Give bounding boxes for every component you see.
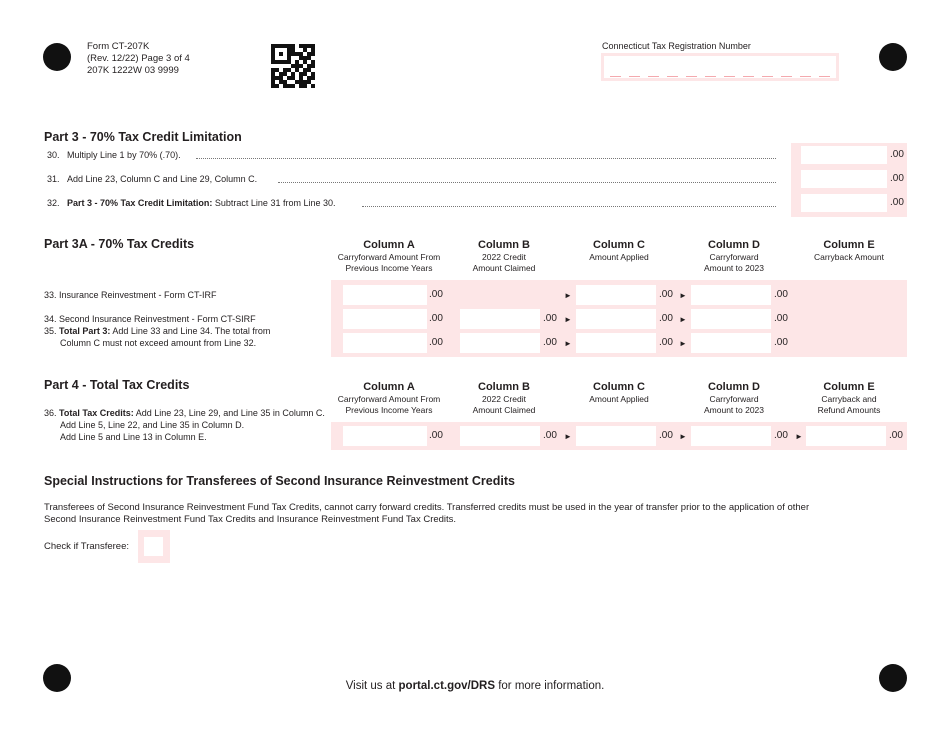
line-34-column-c-cents: .00 (659, 313, 673, 324)
line-35-column-a-input[interactable] (343, 333, 427, 353)
form-number: Form CT-207K (87, 41, 150, 52)
line-35-column-c-cents: .00 (659, 337, 673, 348)
part4-column-e-header: Column E Carryback and Refund Amounts (817, 381, 881, 415)
line-35-label: 35. Total Part 3: Add Line 33 and Line 34. The total from (44, 326, 271, 336)
registration-digit-slot (629, 76, 640, 77)
registration-digit-slot (724, 76, 735, 77)
line-31-input[interactable] (801, 170, 887, 188)
line-34-label: 34. Second Insurance Reinvestment - Form CT-SIRF (44, 314, 256, 324)
line-32-cents: .00 (890, 197, 904, 208)
line-34-column-d-input[interactable] (691, 309, 771, 329)
line-30-cents: .00 (890, 149, 904, 160)
part3a-column-c-header: Column C Amount Applied (589, 239, 649, 262)
line-36-column-d-input[interactable] (691, 426, 771, 446)
part3a-column-d-header: Column D Carryforward Amount to 2023 (703, 239, 764, 273)
registration-digit-slot (781, 76, 792, 77)
registration-mark-top-right (879, 43, 907, 71)
special-instructions-title: Special Instructions for Transferees of Second Insurance Reinvestment Credits (44, 474, 515, 488)
registration-number-label: Connecticut Tax Registration Number (602, 41, 751, 51)
line-35-column-d-cents: .00 (774, 337, 788, 348)
line-34-column-a-cents: .00 (429, 313, 443, 324)
line-33-column-a-input[interactable] (343, 285, 427, 305)
registration-digit-slot (705, 76, 716, 77)
line-31-leader (278, 182, 776, 183)
footer-text: Visit us at portal.ct.gov/DRS for more information. (345, 680, 605, 692)
line-30-input[interactable] (801, 146, 887, 164)
part3a-title: Part 3A - 70% Tax Credits (44, 237, 195, 251)
part3-title: Part 3 - 70% Tax Credit Limitation (44, 130, 242, 144)
line-34-column-c-input[interactable] (576, 309, 656, 329)
registration-digit-slot (800, 76, 811, 77)
part4-column-b-header: Column B 2022 Credit Amount Claimed (472, 381, 536, 415)
arrow-icon: ► (564, 339, 572, 348)
transferee-checkbox-label: Check if Transferee: (44, 541, 130, 552)
registration-digit-slot (648, 76, 659, 77)
line-36-column-a-input[interactable] (343, 426, 427, 446)
line-34-column-b-input[interactable] (460, 309, 540, 329)
registration-digit-slot (610, 76, 621, 77)
line-36-column-d-cents: .00 (774, 430, 788, 441)
line-35-column-d-input[interactable] (691, 333, 771, 353)
registration-digit-slot (819, 76, 830, 77)
line-36-column-b-input[interactable] (460, 426, 540, 446)
arrow-icon: ► (679, 432, 687, 441)
form-code: 207K 1222W 03 9999 (87, 65, 179, 76)
form-header (87, 41, 190, 77)
line-35-label-cont: Column C must not exceed amount from Line 32. (60, 338, 257, 348)
line-36-column-e-input[interactable] (806, 426, 886, 446)
line-36-column-c-cents: .00 (659, 430, 673, 441)
line-36-label-cont2: Add Line 5 and Line 13 in Column E. (60, 432, 207, 442)
form-revision: (Rev. 12/22) Page 3 of 4 (87, 53, 190, 64)
line-33-column-c-cents: .00 (659, 289, 673, 300)
line-34-column-a-input[interactable] (343, 309, 427, 329)
line-36-column-b-cents: .00 (543, 430, 557, 441)
line-35-column-b-cents: .00 (543, 337, 557, 348)
arrow-icon: ► (679, 315, 687, 324)
arrow-icon: ► (564, 315, 572, 324)
part3a-column-a-header: Column A Carryforward Amount From Previous Income Years (337, 239, 441, 273)
registration-mark-top-left (43, 43, 71, 71)
line-30: 30. Multiply Line 1 by 70% (.70). (47, 150, 181, 160)
line-31-cents: .00 (890, 173, 904, 184)
line-36-label: 36. Total Tax Credits: Add Line 23, Line 29, and Line 35 in Column C. (44, 408, 325, 418)
part3a-column-b-header: Column B 2022 Credit Amount Claimed (472, 239, 536, 273)
line-36-column-a-cents: .00 (429, 430, 443, 441)
line-32: 32. Part 3 - 70% Tax Credit Limitation: Subtract Line 31 from Line 30. (47, 198, 336, 208)
arrow-icon: ► (679, 339, 687, 348)
line-34-column-b-cents: .00 (543, 313, 557, 324)
qr-code (271, 44, 315, 88)
transferee-checkbox[interactable] (144, 537, 163, 556)
registration-number-input[interactable] (601, 53, 839, 81)
line-36-label-cont1: Add Line 5, Line 22, and Line 35 in Column D. (60, 420, 245, 430)
line-33-column-d-input[interactable] (691, 285, 771, 305)
part3a-column-e-header: Column E Carryback Amount (814, 239, 884, 262)
line-33-label: 33. Insurance Reinvestment - Form CT-IRF (44, 290, 217, 300)
line-33-column-a-cents: .00 (429, 289, 443, 300)
line-32-input[interactable] (801, 194, 887, 212)
special-instructions-text: Transferees of Second Insurance Reinvestment Fund Tax Credits, cannot carry forward credits. Transferred credits must be used in the year of transfer prior to the application of other Second Insurance Reinvestment Fund Tax Credits and Insurance Reinvestment Fund Tax Credits. (44, 502, 810, 525)
arrow-icon: ► (564, 291, 572, 300)
part4-column-c-header: Column C Amount Applied (589, 381, 649, 404)
line-33-column-d-cents: .00 (774, 289, 788, 300)
line-35-column-b-input[interactable] (460, 333, 540, 353)
registration-digit-slot (667, 76, 678, 77)
line-35-column-c-input[interactable] (576, 333, 656, 353)
arrow-icon: ► (679, 291, 687, 300)
line-33-column-c-input[interactable] (576, 285, 656, 305)
registration-digit-slot (743, 76, 754, 77)
arrow-icon: ► (564, 432, 572, 441)
line-34-column-d-cents: .00 (774, 313, 788, 324)
registration-digit-slot (686, 76, 697, 77)
line-31: 31. Add Line 23, Column C and Line 29, Column C. (47, 174, 258, 184)
part4-title: Part 4 - Total Tax Credits (44, 378, 190, 392)
part4-column-a-header: Column A Carryforward Amount From Previous Income Years (337, 381, 441, 415)
line-30-leader (196, 158, 776, 159)
registration-digit-slot (762, 76, 773, 77)
line-36-column-e-cents: .00 (889, 430, 903, 441)
line-32-leader (362, 206, 776, 207)
line-35-column-a-cents: .00 (429, 337, 443, 348)
line-36-column-c-input[interactable] (576, 426, 656, 446)
arrow-icon: ► (795, 432, 803, 441)
part4-column-d-header: Column D Carryforward Amount to 2023 (703, 381, 764, 415)
footer-link[interactable]: portal.ct.gov/DRS (398, 680, 496, 692)
